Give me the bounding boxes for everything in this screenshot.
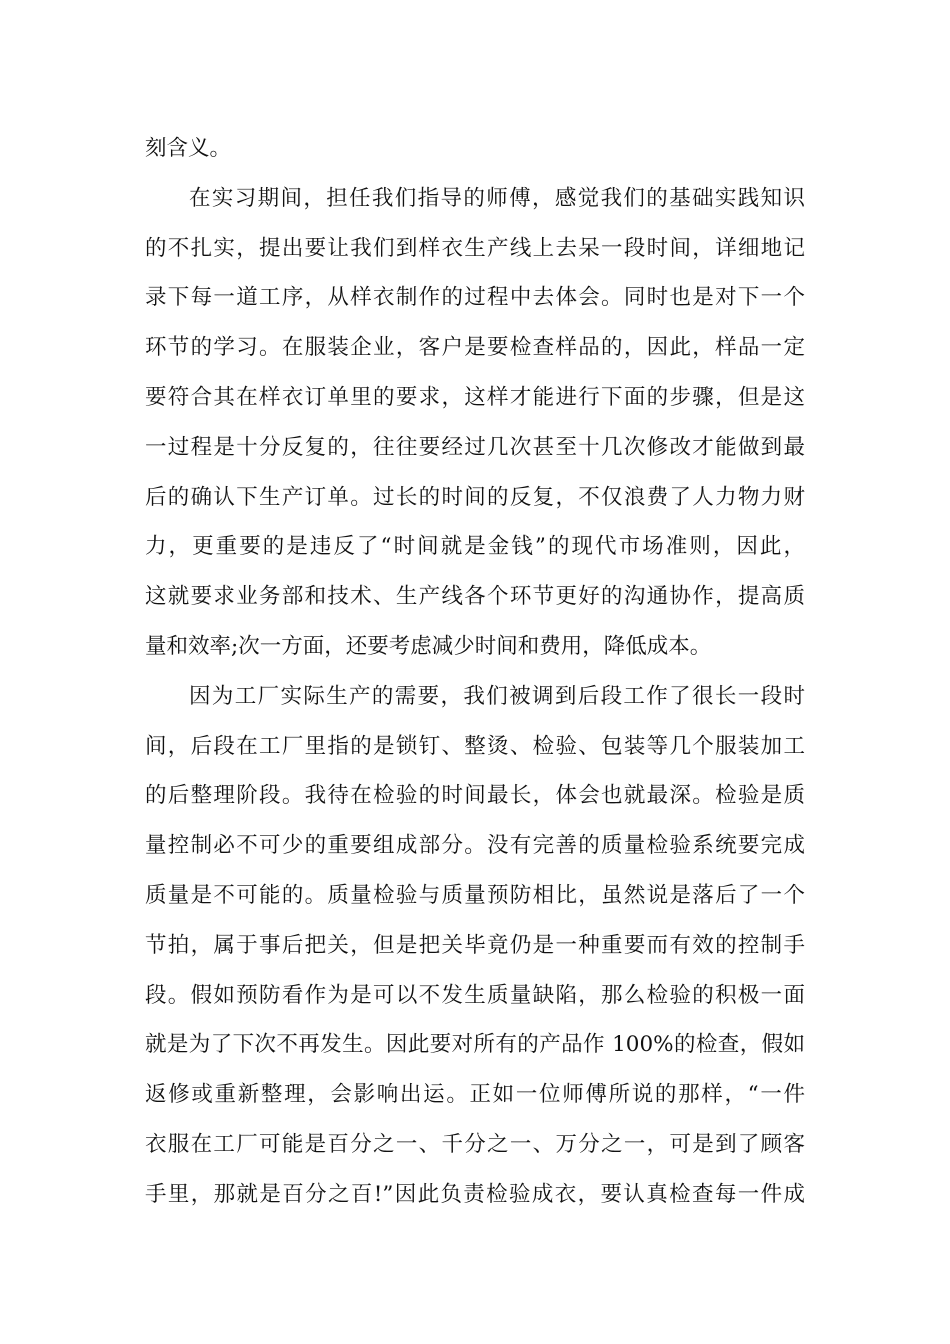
text-line-8: 后的确认下生产订单。过长的时间的反复，不仅浪费了人力物力财 (145, 485, 805, 510)
text-line-10: 这就要求业务部和技术、生产线各个环节更好的沟通协作，提高质 (145, 584, 805, 609)
text-line-2: 在实习期间，担任我们指导的师傅，感觉我们的基础实践知识 (189, 186, 805, 211)
text-line-17: 节拍，属于事后把关，但是把关毕竟仍是一种重要而有效的控制手 (145, 933, 805, 958)
text-line-12: 因为工厂实际生产的需要，我们被调到后段工作了很长一段时 (189, 684, 805, 709)
text-line-11: 量和效率;次一方面，还要考虑减少时间和费用，降低成本。 (145, 634, 712, 659)
text-line-21: 衣服在工厂可能是百分之一、千分之一、万分之一，可是到了顾客 (145, 1132, 805, 1157)
text-line-18: 段。假如预防看作为是可以不发生质量缺陷，那么检验的积极一面 (145, 983, 805, 1008)
text-line-1: 刻含义。 (145, 136, 232, 161)
text-line-7: 一过程是十分反复的，往往要经过几次甚至十几次修改才能做到最 (145, 435, 805, 460)
text-line-9: 力，更重要的是违反了“时间就是金钱”的现代市场准则，因此， (145, 534, 805, 559)
text-line-3: 的不扎实，提出要让我们到样衣生产线上去呆一段时间，详细地记 (145, 236, 805, 261)
text-line-22: 手里，那就是百分之百!”因此负责检验成衣，要认真检查每一件成 (145, 1182, 805, 1207)
text-line-16: 质量是不可能的。质量检验与质量预防相比，虽然说是落后了一个 (145, 883, 805, 908)
text-line-5: 环节的学习。在服装企业，客户是要检查样品的，因此，样品一定 (145, 335, 805, 360)
text-line-6: 要符合其在样衣订单里的要求，这样才能进行下面的步骤，但是这 (145, 385, 805, 410)
text-line-20: 返修或重新整理，会影响出运。正如一位师傅所说的那样，“一件 (145, 1082, 805, 1107)
text-line-15: 量控制必不可少的重要组成部分。没有完善的质量检验系统要完成 (145, 833, 805, 858)
text-line-14: 的后整理阶段。我待在检验的时间最长，体会也就最深。检验是质 (145, 783, 805, 808)
text-line-19: 就是为了下次不再发生。因此要对所有的产品作 100%的检查，假如 (145, 1032, 805, 1057)
text-line-13: 间，后段在工厂里指的是锁钉、整烫、检验、包装等几个服装加工 (145, 734, 805, 759)
text-line-4: 录下每一道工序，从样衣制作的过程中去体会。同时也是对下一个 (145, 285, 805, 310)
